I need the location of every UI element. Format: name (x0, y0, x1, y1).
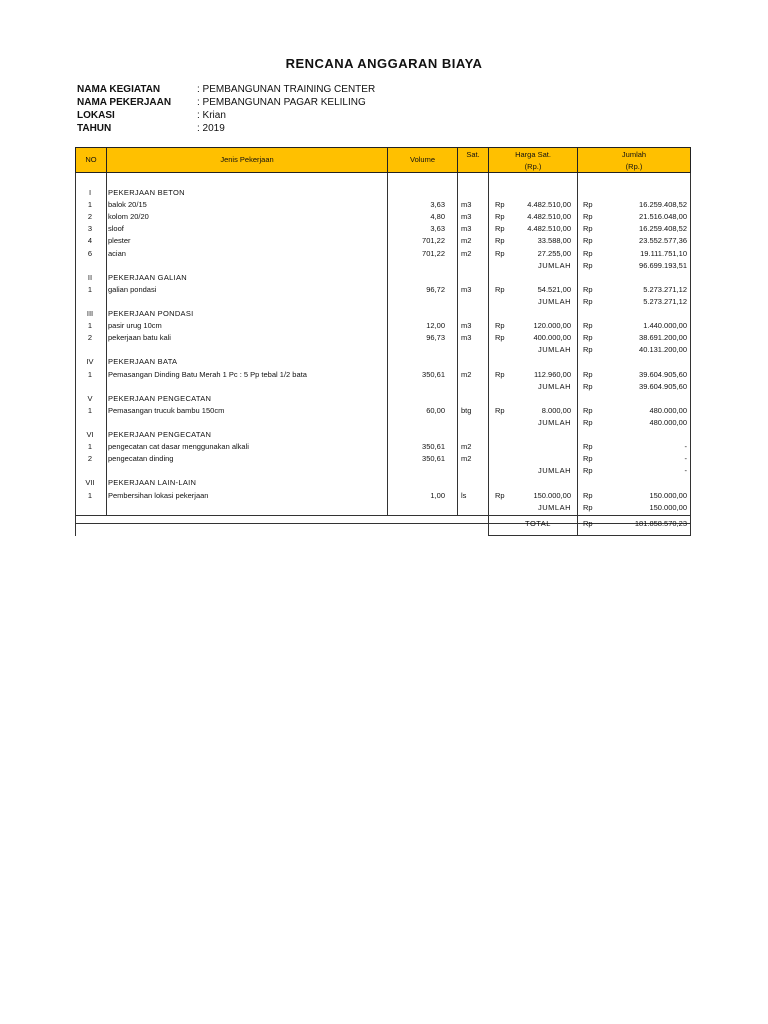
item-unit: m3 (461, 224, 472, 234)
item-number: 1 (87, 442, 93, 452)
info-key: TAHUN (77, 123, 112, 134)
item-description: pekerjaan batu kali (108, 333, 171, 343)
item-price-currency: Rp (495, 490, 505, 500)
page-title: RENCANA ANGGARAN BIAYA (285, 56, 483, 71)
grand-total-rp: Rp (583, 519, 593, 528)
item-unit: m3 (461, 200, 472, 210)
item-volume: 350,61 (422, 369, 445, 379)
item-description: pengecatan cat dasar menggunakan alkali (108, 442, 249, 452)
item-unit-price: 112.960,00 (534, 369, 571, 379)
section-title: PEKERJAAN BATA (108, 357, 178, 367)
grid-line (457, 173, 458, 515)
header-no: NO (85, 155, 97, 164)
item-description: sloof (108, 224, 124, 234)
item-volume: 96,72 (426, 284, 445, 294)
item-number: 3 (87, 224, 93, 234)
header-sat: Sat. (466, 150, 480, 159)
section-number: I (88, 188, 92, 197)
section-title: PEKERJAAN LAIN-LAIN (108, 478, 197, 488)
item-unit-price: 4.482.510,00 (527, 200, 571, 210)
item-number: 2 (87, 333, 93, 343)
header-volume-cell (387, 147, 458, 173)
item-total: 23.552.577,36 (639, 236, 687, 246)
item-price-currency: Rp (495, 405, 505, 415)
subtotal-currency: Rp (583, 381, 593, 391)
item-description: galian pondasi (108, 284, 157, 294)
item-volume: 3,63 (430, 224, 445, 234)
item-number: 2 (87, 454, 93, 464)
info-key: NAMA KEGIATAN (77, 84, 161, 95)
item-unit-price: 54.521,00 (537, 284, 571, 294)
info-key: NAMA PEKERJAAN (77, 97, 172, 108)
info-value: : 2019 (197, 123, 225, 134)
section-title: PEKERJAAN PENGECATAN (108, 393, 212, 403)
item-unit: btg (461, 405, 472, 415)
item-unit-price: 27.255,00 (537, 248, 571, 258)
item-volume: 12,00 (426, 321, 445, 331)
item-total: 5.273.271,12 (643, 284, 687, 294)
subtotal-value: 150.000,00 (649, 502, 687, 512)
item-description: Pemasangan trucuk bambu 150cm (108, 405, 225, 415)
subtotal-label: JUMLAH (537, 260, 571, 270)
subtotal-currency: Rp (583, 417, 593, 427)
item-unit-price: 4.482.510,00 (527, 212, 571, 222)
grid-line (75, 523, 691, 524)
item-volume: 1,00 (430, 490, 445, 500)
item-price-currency: Rp (495, 321, 505, 331)
header-jenis: Jenis Pekerjaan (220, 155, 274, 164)
item-total: - (684, 442, 687, 452)
item-unit-price: 150.000,00 (533, 490, 571, 500)
item-volume: 701,22 (422, 236, 445, 246)
item-unit: ls (461, 490, 467, 500)
grid-line (488, 535, 691, 536)
item-unit: m3 (461, 284, 472, 294)
item-description: pengecatan dinding (108, 454, 174, 464)
subtotal-value: 39.604.905,60 (639, 381, 687, 391)
info-key: LOKASI (77, 110, 115, 121)
subtotal-value: - (684, 466, 687, 476)
item-total: - (684, 454, 687, 464)
section-number: III (86, 309, 94, 318)
item-total: 38.691.200,00 (639, 333, 687, 343)
item-volume: 701,22 (422, 248, 445, 258)
subtotal-currency: Rp (583, 466, 593, 476)
item-number: 4 (87, 236, 93, 246)
item-volume: 3,63 (430, 200, 445, 210)
item-number: 1 (87, 369, 93, 379)
item-volume: 350,61 (422, 442, 445, 452)
item-description: plester (108, 236, 131, 246)
subtotal-currency: Rp (583, 502, 593, 512)
item-number: 1 (87, 405, 93, 415)
subtotal-label: JUMLAH (537, 381, 571, 391)
header-sat-cell (457, 147, 489, 173)
item-number: 6 (87, 248, 93, 258)
grid-line (488, 173, 489, 536)
grand-total-value: 181.858.570,23 (634, 519, 687, 528)
item-price-currency: Rp (495, 333, 505, 343)
subtotal-label: JUMLAH (537, 502, 571, 512)
item-unit-price: 4.482.510,00 (527, 224, 571, 234)
subtotal-value: 5.273.271,12 (643, 296, 687, 306)
section-title: PEKERJAAN BETON (108, 188, 185, 197)
info-value: : PEMBANGUNAN TRAINING CENTER (197, 84, 376, 95)
subtotal-label: JUMLAH (537, 417, 571, 427)
item-number: 1 (87, 200, 93, 210)
subtotal-label: JUMLAH (537, 345, 571, 355)
item-price-currency: Rp (495, 200, 505, 210)
subtotal-value: 96.699.193,51 (639, 260, 687, 270)
item-price-currency: Rp (495, 224, 505, 234)
item-volume: 4,80 (430, 212, 445, 222)
item-total-currency: Rp (583, 236, 593, 246)
item-unit: m2 (461, 454, 472, 464)
header-volume: Volume (409, 155, 436, 164)
item-volume: 96,73 (426, 333, 445, 343)
item-price-currency: Rp (495, 212, 505, 222)
subtotal-currency: Rp (583, 296, 593, 306)
item-price-currency: Rp (495, 236, 505, 246)
grid-line (75, 515, 691, 516)
header-no-cell (75, 147, 107, 173)
grid-line (106, 173, 107, 515)
item-total: 16.259.408,52 (639, 200, 687, 210)
section-title: PEKERJAAN PONDASI (108, 309, 194, 318)
item-total-currency: Rp (583, 200, 593, 210)
item-unit: m2 (461, 442, 472, 452)
item-unit: m2 (461, 236, 472, 246)
item-total-currency: Rp (583, 321, 593, 331)
header-jumlah: Jumlah (621, 150, 647, 159)
header-jumlah-unit: (Rp.) (625, 162, 643, 171)
item-description: kolom 20/20 (108, 212, 149, 222)
grid-line (75, 535, 76, 536)
item-unit-price: 400.000,00 (533, 333, 571, 343)
section-number: VII (85, 478, 95, 488)
item-total-currency: Rp (583, 224, 593, 234)
grand-total-label: TOTAL (525, 519, 551, 528)
grid-line (577, 173, 578, 536)
item-price-currency: Rp (495, 284, 505, 294)
budget-table (75, 147, 691, 536)
item-total-currency: Rp (583, 369, 593, 379)
item-volume: 60,00 (426, 405, 445, 415)
item-total-currency: Rp (583, 442, 593, 452)
item-unit-price: 33.588,00 (537, 236, 571, 246)
grid-line (690, 173, 691, 536)
header-jumlah-cell (577, 147, 691, 173)
item-total: 1.440.000,00 (643, 321, 687, 331)
info-value: : PEMBANGUNAN PAGAR KELILING (197, 97, 366, 108)
item-total-currency: Rp (583, 454, 593, 464)
subtotal-currency: Rp (583, 345, 593, 355)
item-price-currency: Rp (495, 369, 505, 379)
item-total: 21.516.048,00 (639, 212, 687, 222)
item-unit: m2 (461, 369, 472, 379)
item-total: 19.111.751,10 (640, 248, 687, 258)
item-total: 480.000,00 (649, 405, 687, 415)
item-number: 1 (87, 321, 93, 331)
header-harga: Harga Sat. (515, 150, 551, 159)
header-harga-unit: (Rp.) (524, 162, 542, 171)
item-number: 1 (87, 284, 93, 294)
item-price-currency: Rp (495, 248, 505, 258)
item-total: 39.604.905,60 (639, 369, 687, 379)
subtotal-label: JUMLAH (537, 296, 571, 306)
item-unit-price: 120.000,00 (533, 321, 571, 331)
item-unit: m3 (461, 212, 472, 222)
item-number: 1 (87, 490, 93, 500)
item-unit: m2 (461, 248, 472, 258)
item-volume: 350,61 (422, 454, 445, 464)
item-total-currency: Rp (583, 212, 593, 222)
item-total-currency: Rp (583, 248, 593, 258)
info-value: : Krian (197, 110, 226, 121)
item-total-currency: Rp (583, 333, 593, 343)
header-jenis-cell (106, 147, 388, 173)
header-harga-cell (488, 147, 578, 173)
section-title: PEKERJAAN GALIAN (108, 272, 187, 282)
subtotal-value: 480.000,00 (649, 417, 687, 427)
section-number: V (87, 393, 93, 403)
item-unit: m3 (461, 321, 472, 331)
subtotal-label: JUMLAH (537, 466, 571, 476)
item-description: acian (108, 248, 126, 258)
item-description: balok 20/15 (108, 200, 147, 210)
item-description: Pemasangan Dinding Batu Merah 1 Pc : 5 Pp tebal 1/2 bata (108, 369, 307, 379)
item-total-currency: Rp (583, 284, 593, 294)
subtotal-value: 40.131.200,00 (639, 345, 687, 355)
section-number: VI (86, 430, 94, 439)
item-description: pasir urug 10cm (108, 321, 162, 331)
item-number: 2 (87, 212, 93, 222)
item-total-currency: Rp (583, 405, 593, 415)
item-total: 150.000,00 (649, 490, 687, 500)
section-number: IV (86, 357, 94, 367)
item-unit: m3 (461, 333, 472, 343)
item-total: 16.259.408,52 (639, 224, 687, 234)
item-unit-price: 8.000,00 (541, 405, 571, 415)
section-number: II (87, 272, 93, 282)
item-total-currency: Rp (583, 490, 593, 500)
section-title: PEKERJAAN PENGECATAN (108, 430, 212, 439)
item-description: Pembersihan lokasi pekerjaan (108, 490, 209, 500)
subtotal-currency: Rp (583, 260, 593, 270)
